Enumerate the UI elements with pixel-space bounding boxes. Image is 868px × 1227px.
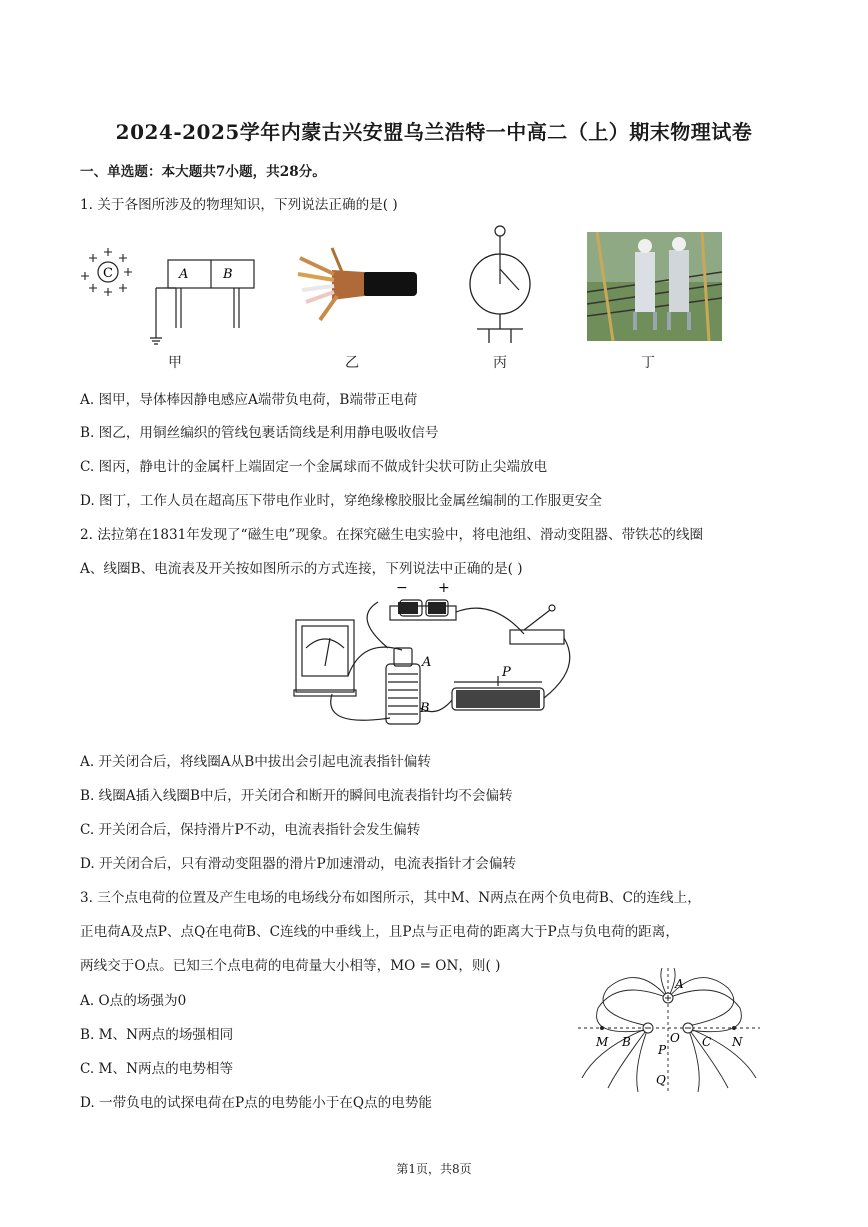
caption-yi: 乙: [345, 355, 359, 371]
field-label-q: Q: [656, 1073, 666, 1087]
q3-option-a: A. O点的场强为0: [80, 993, 187, 1009]
fig-jia-label-b: B: [223, 267, 233, 282]
q2-option-a: A. 开关闭合后，将线圈A从B中拔出会引起电流表指针偏转: [80, 754, 431, 770]
fig-jia-label-c: C: [103, 266, 113, 281]
section-heading: 一、单选题：本大题共7小题，共28分。: [80, 164, 326, 180]
caption-ding: 丁: [641, 355, 655, 371]
fig-yi-cable: [292, 240, 422, 328]
caption-bing: 丙: [493, 355, 507, 371]
fig-jia-label-a: A: [179, 267, 189, 282]
field-label-b: B: [622, 1035, 631, 1049]
q2-option-d: D. 开关闭合后，只有滑动变阻器的滑片P加速滑动，电流表指针才会偏转: [80, 856, 517, 872]
caption-jia: 甲: [168, 355, 182, 371]
fig-label-coil-a: A: [422, 655, 432, 670]
q3-stem-line3: 两线交于O点。已知三个点电荷的电荷量大小相等，MO = ON，则( ): [80, 958, 501, 974]
q3-option-b: B. M、N两点的场强相同: [80, 1027, 234, 1043]
page-footer: 第1页，共8页: [396, 1162, 472, 1176]
q2-stem-line1: 2. 法拉第在1831年发现了“磁生电”现象。在探究磁生电实验中，将电池组、滑动变阻器、带铁芯的线圈: [80, 527, 704, 543]
q1-option-c: C. 图丙，静电计的金属杆上端固定一个金属球而不做成针尖状可防止尖端放电: [80, 459, 548, 475]
q1-option-d: D. 图丁，工作人员在超高压下带电作业时，穿绝缘橡胶服比金属丝编制的工作服更安全: [80, 493, 603, 509]
field-label-n: N: [732, 1035, 743, 1049]
fig-label-coil-b: B: [420, 701, 430, 716]
q3-stem-line1: 3. 三个点电荷的位置及产生电场的电场线分布如图所示，其中M、N两点在两个负电荷B、C的连线上，: [80, 890, 701, 906]
q2-stem-line2: A、线圈B、电流表及开关按如图所示的方式连接，下列说法中正确的是( ): [80, 561, 523, 577]
fig-label-plus: +: [438, 580, 450, 596]
q2-option-b: B. 线圈A插入线圈B中后，开关闭合和断开的瞬间电流表指针均不会偏转: [80, 788, 513, 804]
q3-option-c: C. M、N两点的电势相等: [80, 1061, 234, 1077]
fig-ding-photo: [587, 232, 722, 341]
fig-field-lines: [578, 968, 760, 1094]
field-label-m: M: [596, 1035, 609, 1049]
exam-title: 2024-2025学年内蒙古兴安盟乌兰浩特一中高二（上）期末物理试卷: [115, 120, 753, 144]
field-label-c: C: [702, 1035, 712, 1049]
field-label-p: P: [658, 1043, 667, 1057]
fig-jia: [78, 240, 263, 345]
q3-stem-line2: 正电荷A及点P、点Q在电荷B、C连线的中垂线上，且P点与正电荷的距离大于P点与负电荷的距离，: [80, 924, 679, 940]
field-label-o: O: [670, 1031, 680, 1045]
fig-label-slider-p: P: [502, 665, 511, 680]
q1-stem: 1. 关于各图所涉及的物理知识，下列说法正确的是( ): [80, 197, 398, 213]
q1-option-b: B. 图乙，用铜丝编织的管线包裹话筒线是利用静电吸收信号: [80, 425, 439, 441]
q2-option-c: C. 开关闭合后，保持滑片P不动，电流表指针会发生偏转: [80, 822, 421, 838]
fig-label-minus: −: [396, 580, 408, 596]
q1-option-a: A. 图甲，导体棒因静电感应A端带负电荷，B端带正电荷: [80, 392, 418, 408]
q3-option-d: D. 一带负电的试探电荷在P点的电势能小于在Q点的电势能: [80, 1095, 433, 1111]
fig-faraday-circuit: [292, 578, 582, 736]
fig-bing-electroscope: [465, 224, 545, 346]
field-label-a: A: [675, 977, 684, 991]
